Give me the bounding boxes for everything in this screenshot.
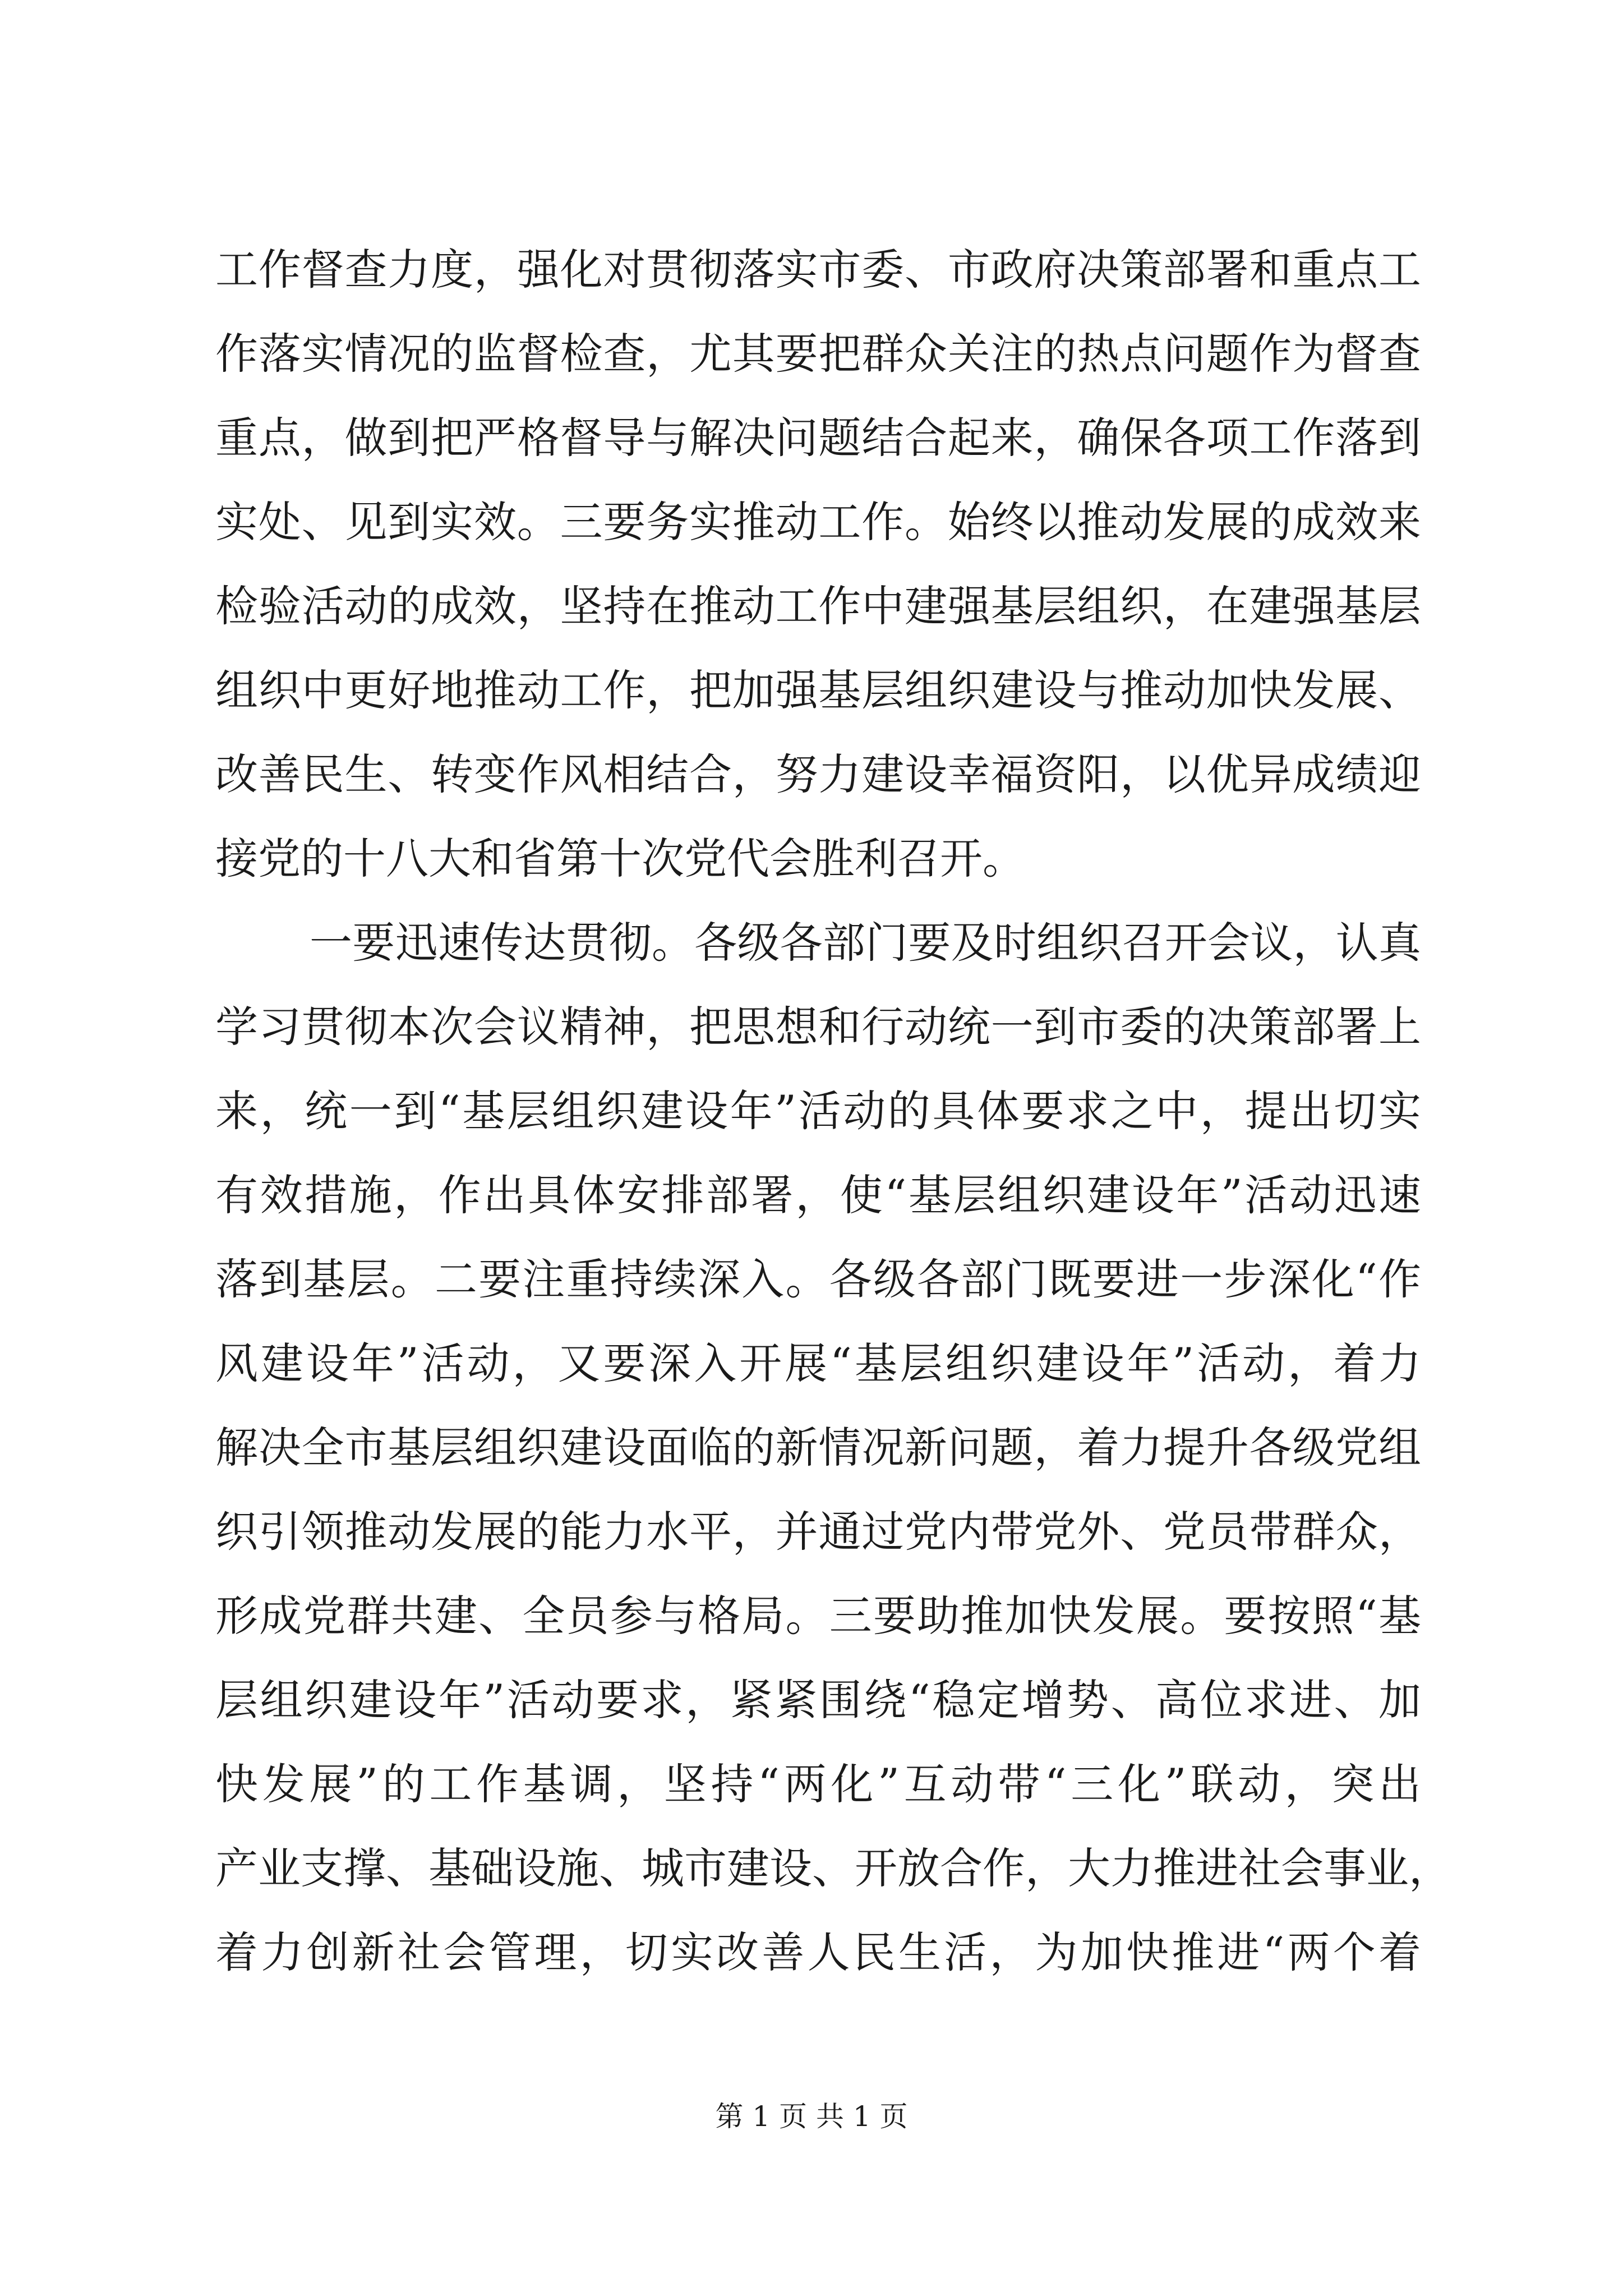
text-line: 组织中更好地推动工作，把加强基层组织建设与推动加快发展、 (215, 665, 1421, 715)
text-line: 工作督查力度，强化对贯彻落实市委、市政府决策部署和重点工 (215, 245, 1421, 295)
text-line: 解决全市基层组织建设面临的新情况新问题，着力提升各级党组 (215, 1423, 1421, 1473)
text-line: 有效措施，作出具体安排部署，使“基层组织建设年”活动迅速 (215, 1170, 1421, 1220)
text-line: 织引领推动发展的能力水平，并通过党内带党外、党员带群众， (215, 1507, 1421, 1557)
text-line: 改善民生、转变作风相结合，努力建设幸福资阳，以优异成绩迎 (215, 749, 1421, 799)
page-number-footer: 第 1 页 共 1 页 (715, 2100, 908, 2133)
text-line: 实处、见到实效。三要务实推动工作。始终以推动发展的成效来 (215, 497, 1421, 547)
text-line: 风建设年”活动，又要深入开展“基层组织建设年”活动，着力 (215, 1338, 1421, 1388)
text-line: 重点，做到把严格督导与解决问题结合起来，确保各项工作落到 (215, 413, 1421, 463)
text-line: 快发展”的工作基调，坚持“两化”互动带“三化”联动，突出 (215, 1759, 1421, 1809)
text-line: 作落实情况的监督检查，尤其要把群众关注的热点问题作为督查 (215, 329, 1421, 379)
text-line: 来，统一到“基层组织建设年”活动的具体要求之中，提出切实 (215, 1086, 1421, 1136)
text-line: 形成党群共建、全员参与格局。三要助推加快发展。要按照“基 (215, 1591, 1421, 1641)
text-line: 产业支撑、基础设施、城市建设、开放合作，大力推进社会事业， (215, 1843, 1451, 1893)
text-line: 接党的十八大和省第十次党代会胜利召开。 (215, 834, 1025, 884)
text-line: 检验活动的成效，坚持在推动工作中建强基层组织，在建强基层 (215, 581, 1421, 631)
paragraph-1 (215, 228, 1421, 901)
text-line: 一要迅速传达贯彻。各级各部门要及时组织召开会议，认真 (310, 918, 1421, 968)
document-body (215, 228, 1451, 1995)
text-line: 学习贯彻本次会议精神，把思想和行动统一到市委的决策部署上 (215, 1002, 1421, 1052)
text-line: 落到基层。二要注重持续深入。各级各部门既要进一步深化“作 (215, 1254, 1421, 1304)
text-line: 层组织建设年”活动要求，紧紧围绕“稳定增势、高位求进、加 (215, 1675, 1421, 1725)
paragraph-2 (215, 901, 1451, 1995)
text-line: 着力创新社会管理，切实改善人民生活，为加快推进“两个着 (215, 1927, 1421, 1977)
